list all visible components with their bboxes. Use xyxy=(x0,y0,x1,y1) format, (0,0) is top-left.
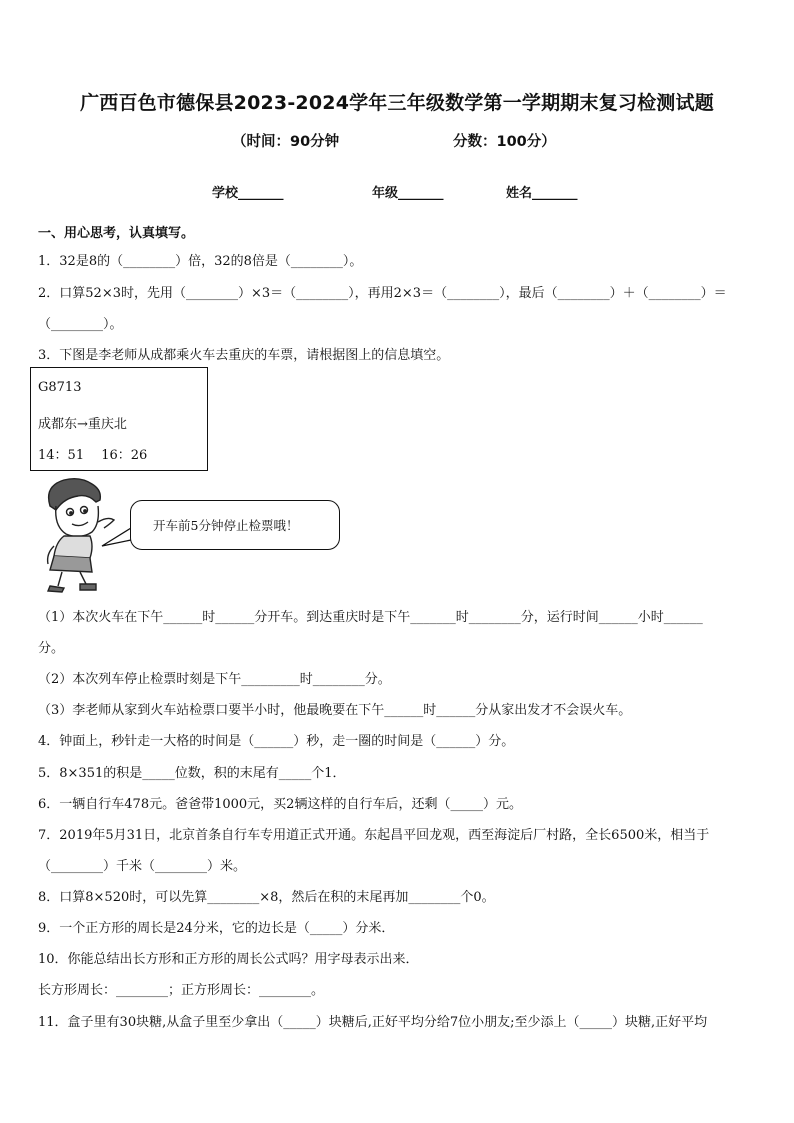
question-7-line-2: （________）千米（________）米。 xyxy=(38,859,247,874)
bubble-tail xyxy=(100,526,134,550)
school-field: 学校_______ xyxy=(212,186,284,201)
exam-score: 分数：100分） xyxy=(453,134,556,150)
ticket-number: G8713 xyxy=(38,380,82,395)
section-heading: 一、用心思考，认真填写。 xyxy=(38,226,195,241)
question-9: 9．一个正方形的周长是24分米，它的边长是（_____）分米． xyxy=(38,921,395,936)
question-2-line-2: （________）。 xyxy=(38,317,123,332)
speech-bubble xyxy=(130,500,340,550)
question-3-3: （3）李老师从家到火车站检票口要半小时，他最晚要在下午______时______分从家出发才不会误火车。 xyxy=(38,703,632,718)
question-3-2: （2）本次列车停止检票时刻是下午_________时________分。 xyxy=(38,672,391,687)
question-3-1-line-1: （1）本次火车在下午______时______分开车。到达重庆时是下午_______时________分，运行时间______小时______ xyxy=(38,610,703,625)
train-ticket xyxy=(30,367,208,471)
question-10-line-2: 长方形周长：________；正方形周长：________。 xyxy=(38,983,325,998)
question-2-line-1: 2．口算52×3时，先用（________）×3＝（________），再用2×3＝（________），最后（________）＋（________）＝ xyxy=(38,286,727,301)
question-10-line-1: 10．你能总结出长方形和正方形的周长公式吗？用字母表示出来． xyxy=(38,952,419,967)
question-8: 8．口算8×520时，可以先算________×8，然后在积的末尾再加________个0。 xyxy=(38,890,495,905)
question-5: 5．8×351的积是_____位数，积的末尾有_____个1． xyxy=(38,766,346,781)
page-title: 广西百色市德保县2023-2024学年三年级数学第一学期期末复习检测试题 xyxy=(80,92,714,114)
question-6: 6．一辆自行车478元。爸爸带1000元，买2辆这样的自行车后，还剩（_____）元。 xyxy=(38,797,522,812)
name-field: 姓名_______ xyxy=(506,186,578,201)
question-7-line-1: 7．2019年5月31日，北京首条自行车专用道正式开通。东起昌平回龙观，西至海淀后厂村路，全长6500米，相当于 xyxy=(38,828,710,843)
exam-time: （时间：90分钟 xyxy=(232,134,340,150)
question-3-1-line-2: 分。 xyxy=(38,641,65,656)
ticket-route: 成都东→重庆北 xyxy=(38,417,127,432)
question-4: 4．钟面上，秒针走一大格的时间是（______）秒，走一圈的时间是（______）分。 xyxy=(38,734,515,749)
question-1: 1．32是8的（________）倍，32的8倍是（________）。 xyxy=(38,254,363,269)
grade-field: 年级_______ xyxy=(372,186,444,201)
question-11: 11．盒子里有30块糖,从盒子里至少拿出（_____）块糖后,正好平均分给7位小朋友;至少添上（_____）块糖,正好平均 xyxy=(38,1015,708,1030)
ticket-times: 14：51 16：26 xyxy=(38,448,148,463)
question-3: 3．下图是李老师从成都乘火车去重庆的车票，请根据图上的信息填空。 xyxy=(38,348,450,363)
bubble-text: 开车前5分钟停止检票哦！ xyxy=(153,518,299,533)
